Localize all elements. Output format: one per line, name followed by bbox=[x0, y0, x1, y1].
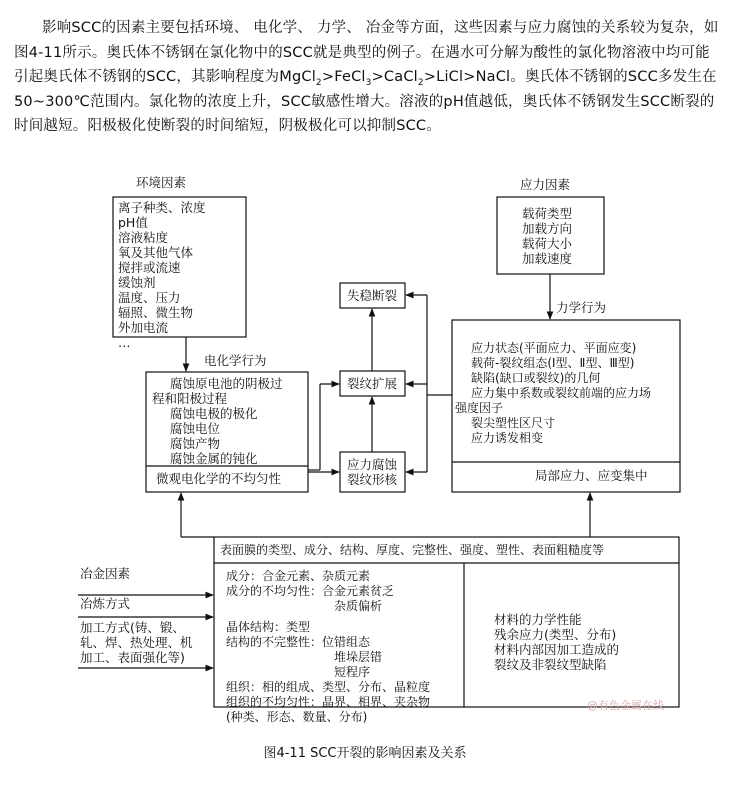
nucleation-label bbox=[347, 457, 397, 487]
env-items bbox=[118, 200, 206, 350]
composition-line: 组织的不均匀性：晶界、相界、夹杂物 bbox=[226, 695, 431, 709]
mech-item: 应力诱发相变 bbox=[471, 431, 544, 445]
paragraph-subscript: 2 bbox=[417, 78, 424, 89]
mech-item: 裂尖塑性区尺寸 bbox=[471, 416, 556, 430]
env-item: 辐照、微生物 bbox=[118, 305, 194, 320]
env-item: 搅拌或流速 bbox=[118, 260, 181, 275]
composition-line: (种类、形态、数量、分布) bbox=[226, 710, 368, 724]
material-line: 残余应力(类型、分布) bbox=[494, 627, 617, 642]
composition-line: 堆垛层错 bbox=[334, 650, 383, 664]
stress-title: 应力因素 bbox=[520, 177, 571, 192]
paragraph-text-2: >FeCl bbox=[321, 69, 366, 86]
stress-items bbox=[522, 206, 572, 266]
electro-items bbox=[152, 376, 283, 466]
composition-line: 成分的不均匀性：合金元素贫乏 bbox=[226, 584, 395, 598]
env-title: 环境因素 bbox=[136, 175, 187, 190]
smelting-label: 冶炼方式 bbox=[80, 596, 131, 611]
env-item: pH值 bbox=[118, 215, 148, 230]
paragraph-text-3: >CaCl bbox=[371, 69, 418, 86]
processing-line: 加工、表面强化等) bbox=[80, 650, 185, 665]
electro-item: 腐蚀原电池的阴极过 bbox=[170, 376, 283, 391]
mech-item: 应力状态(平面应力、平面应变) bbox=[471, 341, 637, 355]
material-line: 裂纹及非裂纹型缺陷 bbox=[494, 657, 607, 672]
processing-line: 加工方式(铸、锻、 bbox=[80, 620, 185, 635]
paragraph-text-1: 影响SCC的因素主要包括环境、 电化学、 力学、 冶金等方面，这些因素与应力腐蚀的关系较为复杂，如图4-11所示。奥氏体不锈钢在氯化物中的SCC就是典型的例子。在遇水可分解为酸性的氯化物溶液中均可能引起奥氏体不锈钢的SCC，其影响程度为MgCl bbox=[14, 20, 719, 86]
mech-bottom: 局部应力、应变集中 bbox=[535, 468, 648, 483]
material-list bbox=[494, 612, 619, 672]
mech-item: 载荷-裂纹组态(Ⅰ型、Ⅱ型、Ⅲ型) bbox=[471, 356, 635, 370]
composition-line: 成分：合金元素、杂质元素 bbox=[226, 569, 371, 583]
electro-item: 腐蚀产物 bbox=[170, 436, 221, 451]
nucleation-line: 裂纹形核 bbox=[347, 472, 398, 487]
material-line: 材料内部因加工造成的 bbox=[494, 642, 620, 657]
stress-item: 加载方向 bbox=[522, 221, 573, 236]
composition-line: 组织：相的组成、类型、分布、晶粒度 bbox=[226, 680, 431, 694]
nucleation-line: 应力腐蚀 bbox=[347, 457, 398, 472]
processing-line: 轧、焊、热处理、机 bbox=[80, 635, 193, 650]
composition-line: 杂质偏析 bbox=[334, 599, 383, 613]
env-item: 氧及其他气体 bbox=[118, 245, 194, 260]
composition-list bbox=[226, 569, 430, 725]
mech-item: 强度因子 bbox=[455, 401, 504, 415]
electro-title: 电化学行为 bbox=[204, 353, 267, 368]
mech-title: 力学行为 bbox=[556, 300, 607, 315]
stress-item: 载荷类型 bbox=[522, 206, 573, 221]
processing-label bbox=[80, 620, 193, 665]
composition-line: 晶体结构：类型 bbox=[226, 620, 311, 634]
figure-caption: 图4-11 SCC开裂的影响因素及关系 bbox=[263, 746, 467, 761]
electro-item: 程和阳极过程 bbox=[152, 391, 228, 406]
electro-item: 腐蚀金属的钝化 bbox=[170, 451, 258, 466]
mech-items bbox=[455, 341, 651, 446]
electro-item: 腐蚀电极的极化 bbox=[170, 406, 258, 421]
mech-item: 应力集中系数或裂纹前端的应力场 bbox=[471, 386, 652, 400]
electro-bottom: 微观电化学的不均匀性 bbox=[156, 471, 282, 486]
composition-line: 结构的不完整性：位错组态 bbox=[226, 635, 371, 649]
stress-item: 加载速度 bbox=[522, 251, 573, 266]
electro-item: 腐蚀电位 bbox=[170, 421, 221, 436]
env-item: … bbox=[118, 335, 131, 350]
crack-growth-label: 裂纹扩展 bbox=[347, 376, 398, 391]
composition-line: 短程序 bbox=[334, 665, 371, 679]
stress-item: 载荷大小 bbox=[522, 236, 573, 251]
paragraph-subscript: 3 bbox=[365, 78, 372, 89]
env-item: 溶液粘度 bbox=[118, 230, 169, 245]
metallurgy-title: 冶金因素 bbox=[80, 566, 131, 581]
env-item: 缓蚀剂 bbox=[118, 275, 156, 290]
paragraph-text-4: >LiCl>NaCl。奥氏体不锈钢的SCC多发生在50~300℃范围内。氯化物的浓度上升，SCC敏感性增大。溶液的pH值越低，奥氏体不锈钢发生SCC断裂的时间越短。阳极极化使断裂的时间缩短，阴极极化可以抑制SCC。 bbox=[14, 69, 717, 135]
material-line: 材料的力学性能 bbox=[494, 612, 582, 627]
surface-header: 表面膜的类型、成分、结构、厚度、完整性、强度、塑性、表面粗糙度等 bbox=[220, 543, 605, 557]
env-item: 温度、压力 bbox=[118, 290, 181, 305]
watermark: @有色金属在线 bbox=[587, 699, 664, 712]
paragraph-subscript: 2 bbox=[315, 78, 322, 89]
env-item: 外加电流 bbox=[118, 320, 169, 335]
mech-item: 缺陷(缺口或裂纹)的几何 bbox=[471, 371, 601, 385]
fracture-label: 失稳断裂 bbox=[347, 288, 398, 303]
env-item: 离子种类、浓度 bbox=[118, 200, 206, 215]
